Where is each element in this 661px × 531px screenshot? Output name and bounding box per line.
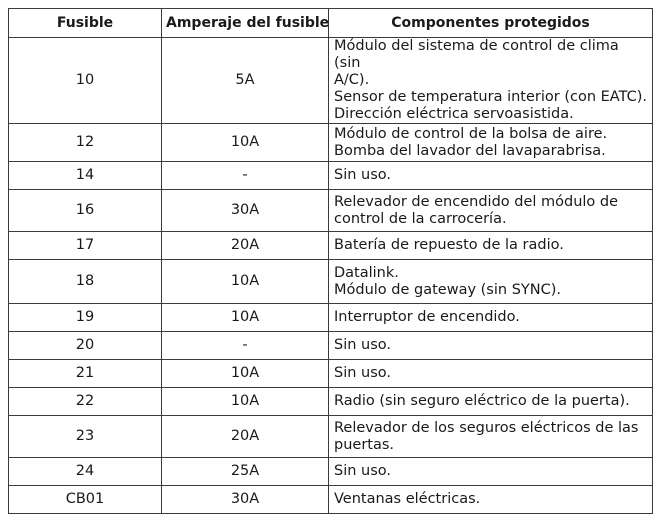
fuse-number: 10 xyxy=(9,38,162,124)
protected-components xyxy=(329,232,653,260)
component-line: Interruptor de encendido. xyxy=(334,309,520,325)
table-row xyxy=(9,260,653,304)
component-line: Sensor de temperatura interior (con EATC). xyxy=(334,89,647,105)
fuse-amperage: 30A xyxy=(162,486,329,514)
fuse-number: 19 xyxy=(9,304,162,332)
protected-components xyxy=(329,162,653,190)
fuse-number: 12 xyxy=(9,124,162,162)
component-line: control de la carrocería. xyxy=(334,210,507,227)
component-line: Dirección eléctrica servoasistida. xyxy=(334,106,574,122)
component-line: Bomba del lavador del lavaparabrisa. xyxy=(334,142,606,159)
component-line: Módulo de control de la bolsa de aire. xyxy=(334,125,608,142)
table-row xyxy=(9,304,653,332)
fuse-number: 16 xyxy=(9,190,162,232)
fuse-amperage: 10A xyxy=(162,388,329,416)
table-row xyxy=(9,416,653,458)
protected-components xyxy=(329,458,653,486)
fuse-amperage: 10A xyxy=(162,124,329,162)
component-line: Módulo de gateway (sin SYNC). xyxy=(334,281,561,298)
protected-components xyxy=(329,486,653,514)
fuse-amperage: 5A xyxy=(162,38,329,124)
fuse-amperage: 10A xyxy=(162,260,329,304)
fuse-amperage: - xyxy=(162,162,329,190)
component-line: Sin uso. xyxy=(334,167,392,183)
fuse-number: 14 xyxy=(9,162,162,190)
table-row xyxy=(9,124,653,162)
component-line: Batería de repuesto de la radio. xyxy=(334,237,564,253)
component-line: Sin uso. xyxy=(334,337,392,353)
table-row xyxy=(9,388,653,416)
table-header xyxy=(9,9,653,38)
header-row xyxy=(9,9,653,38)
fuse-number: 23 xyxy=(9,416,162,458)
fuse-table xyxy=(8,8,653,514)
component-line: puertas. xyxy=(334,436,395,453)
fuse-number: 22 xyxy=(9,388,162,416)
header-components: Componentes protegidos xyxy=(329,9,653,38)
protected-components xyxy=(329,260,653,304)
fuse-amperage: - xyxy=(162,332,329,360)
component-line: Relevador de encendido del módulo de xyxy=(334,193,619,210)
protected-components xyxy=(329,190,653,232)
component-line: Sin uso. xyxy=(334,365,392,381)
table-row xyxy=(9,486,653,514)
header-fuse: Fusible xyxy=(9,9,162,38)
protected-components xyxy=(329,304,653,332)
component-line: Relevador de los seguros eléctricos de las xyxy=(334,419,639,436)
component-line: A/C). xyxy=(334,72,370,88)
fuse-number: 21 xyxy=(9,360,162,388)
table-row xyxy=(9,360,653,388)
table-row xyxy=(9,458,653,486)
table-row xyxy=(9,38,653,124)
fuse-number: 20 xyxy=(9,332,162,360)
component-line: Radio (sin seguro eléctrico de la puerta). xyxy=(334,393,630,409)
fuse-number: 24 xyxy=(9,458,162,486)
protected-components xyxy=(329,360,653,388)
fuse-amperage: 25A xyxy=(162,458,329,486)
fuse-number: 17 xyxy=(9,232,162,260)
table-row xyxy=(9,232,653,260)
protected-components xyxy=(329,332,653,360)
table-row xyxy=(9,332,653,360)
component-line: Módulo del sistema de control de clima (sin xyxy=(334,38,619,71)
protected-components xyxy=(329,38,653,124)
fuse-amperage: 20A xyxy=(162,416,329,458)
fuse-number: 18 xyxy=(9,260,162,304)
component-line: Sin uso. xyxy=(334,463,392,479)
table-row xyxy=(9,190,653,232)
protected-components xyxy=(329,416,653,458)
component-line: Ventanas eléctricas. xyxy=(334,491,481,507)
table-row xyxy=(9,162,653,190)
header-amperage: Amperaje del fusible xyxy=(162,9,329,38)
table-body xyxy=(9,38,653,514)
fuse-number: CB01 xyxy=(9,486,162,514)
protected-components xyxy=(329,388,653,416)
fuse-amperage: 20A xyxy=(162,232,329,260)
fuse-amperage: 10A xyxy=(162,304,329,332)
fuse-amperage: 30A xyxy=(162,190,329,232)
component-line: Datalink. xyxy=(334,264,399,281)
protected-components xyxy=(329,124,653,162)
fuse-amperage: 10A xyxy=(162,360,329,388)
